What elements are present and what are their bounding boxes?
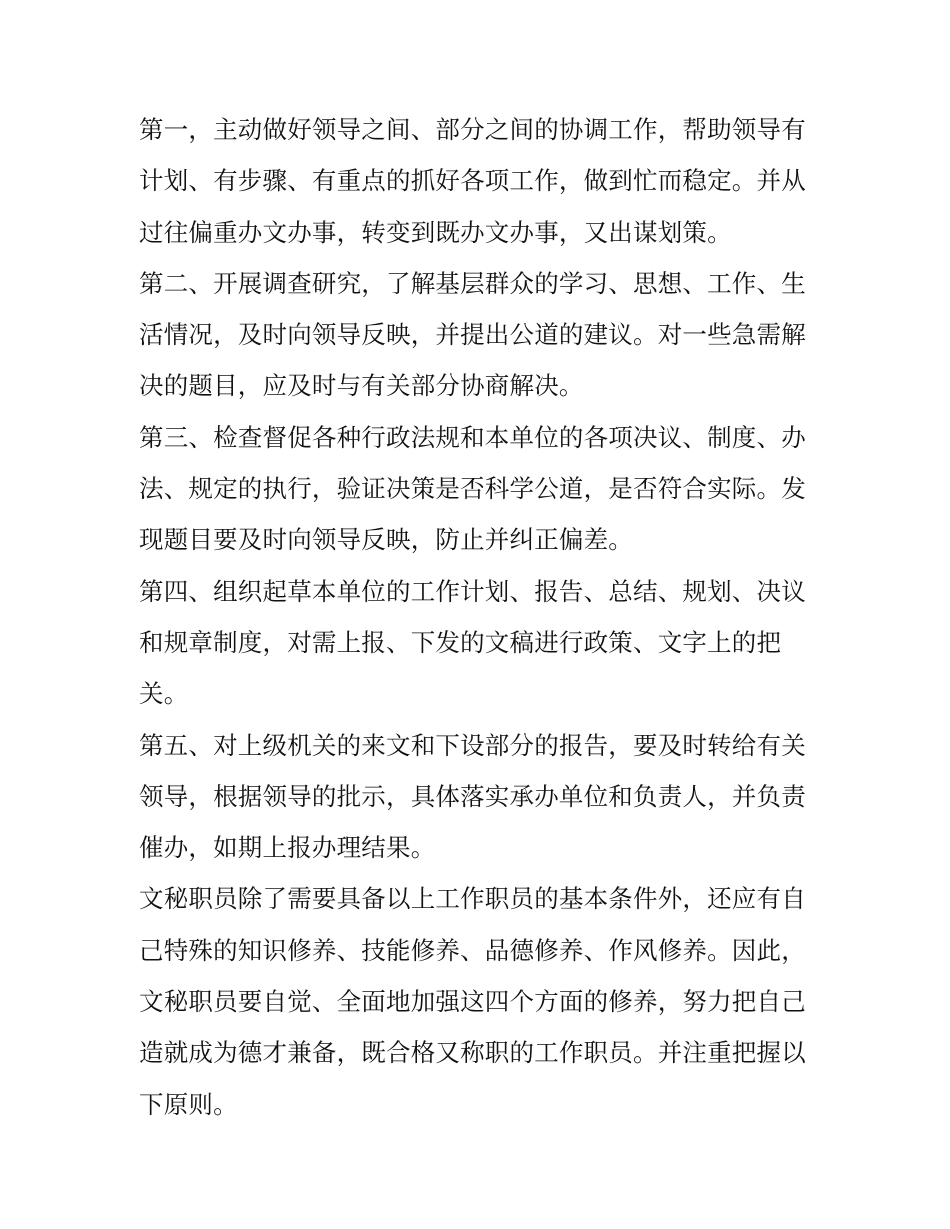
text-line: 第四、组织起草本单位的工作计划、报告、总结、规划、决议	[139, 576, 806, 606]
text-line: 计划、有步骤、有重点的抓好各项工作，做到忙而稳定。并从	[139, 166, 806, 196]
text-line: 领导，根据领导的批示，具体落实承办单位和负责人，并负责	[139, 781, 806, 811]
text-line: 法、规定的执行，验证决策是否科学公道，是否符合实际。发	[139, 474, 806, 504]
text-line: 决的题目，应及时与有关部分协商解决。	[139, 371, 584, 401]
text-line: 文秘职员除了需要具备以上工作职员的基本条件外，还应有自	[139, 884, 806, 914]
text-line: 和规章制度，对需上报、下发的文稿进行政策、文字上的把	[139, 627, 782, 657]
text-line: 第三、检查督促各种行政法规和本单位的各项决议、制度、办	[139, 422, 806, 452]
text-line: 活情况，及时向领导反映，并提出公道的建议。对一些急需解	[139, 320, 806, 350]
text-line: 己特殊的知识修养、技能修养、品德修养、作风修养。因此，	[139, 935, 806, 965]
text-line: 现题目要及时向领导反映，防止并纠正偏差。	[139, 525, 633, 555]
text-line: 文秘职员要自觉、全面地加强这四个方面的修养，努力把自己	[139, 987, 806, 1017]
text-line: 过往偏重办文办事，转变到既办文办事，又出谋划策。	[139, 217, 732, 247]
text-line: 第五、对上级机关的来文和下设部分的报告，要及时转给有关	[139, 730, 806, 760]
text-line: 造就成为德才兼备，既合格又称职的工作职员。并注重把握以	[139, 1038, 806, 1068]
text-line: 催办，如期上报办理结果。	[139, 833, 436, 863]
text-line: 第二、开展调查研究，了解基层群众的学习、思想、工作、生	[139, 268, 806, 298]
text-line: 第一，主动做好领导之间、部分之间的协调工作，帮助领导有	[139, 115, 806, 144]
document-body	[139, 104, 814, 1130]
text-line: 关。	[139, 679, 189, 709]
text-line: 下原则。	[139, 1089, 238, 1119]
